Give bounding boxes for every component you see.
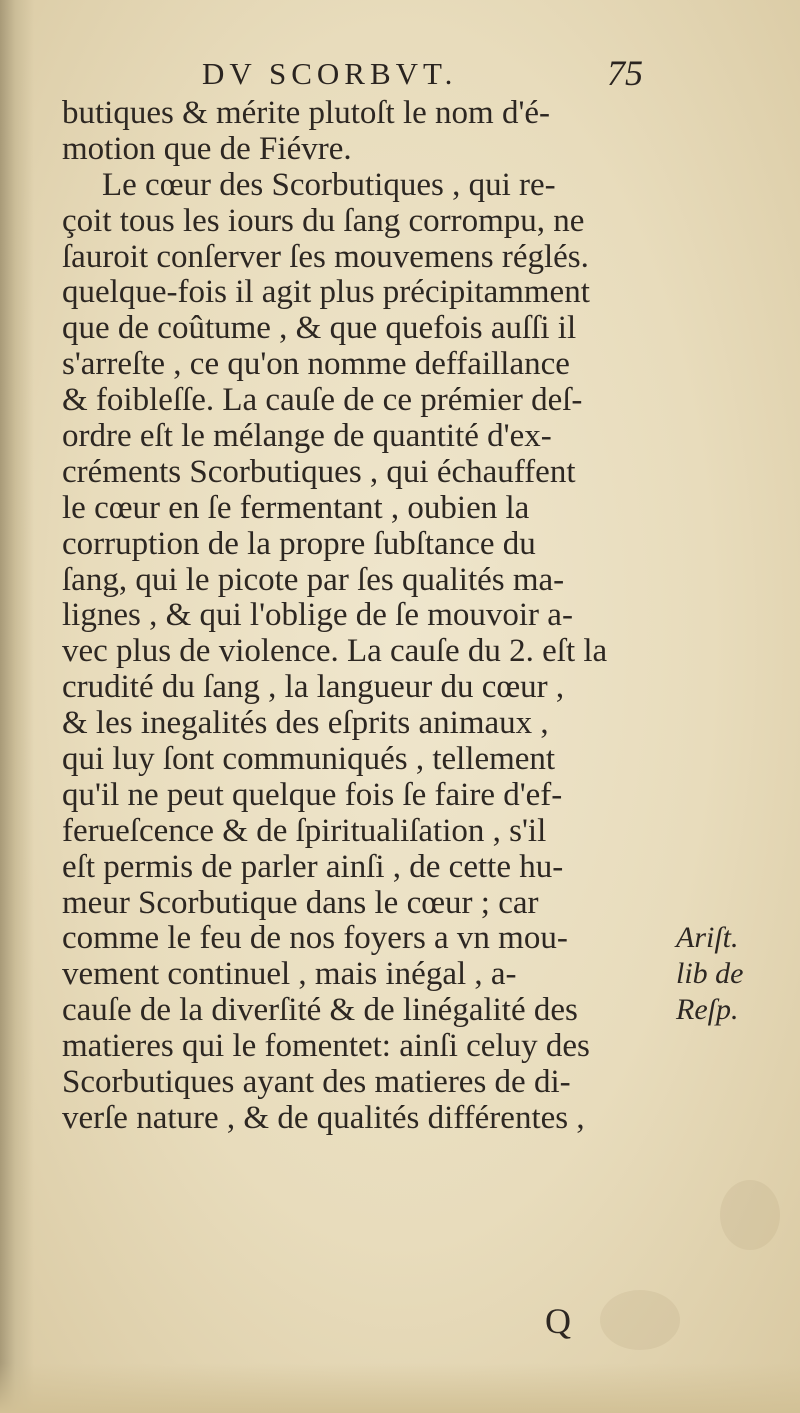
text-line: ſang, qui le picote par ſes qualités ma- xyxy=(62,562,565,598)
text-line: comme le feu de nos foyers a vn mou- xyxy=(62,921,568,957)
text-line: verſe nature , & de qualités différentes , xyxy=(62,1100,585,1136)
text-line: eſt permis de parler ainſi , de cette hu- xyxy=(62,849,564,885)
text-line: ſauroit conſerver ſes mouvemens réglés. xyxy=(62,239,589,275)
text-line: matieres qui le fomentet: ainſi celuy des xyxy=(62,1029,590,1065)
text-line: le cœur en ſe fermentant , oubien la xyxy=(62,490,530,526)
marginal-note-line: lib de xyxy=(676,957,744,990)
text-line: butiques & mérite plutoſt le nom d'é- xyxy=(62,96,551,131)
text-line: vement continuel , mais inégal , a- xyxy=(62,957,517,993)
running-head: DV SCORBVT. xyxy=(202,56,458,91)
text-line: qui luy ſont communiqués , tellement xyxy=(62,742,556,778)
marginal-note xyxy=(676,920,794,1028)
text-line: lignes , & qui l'oblige de ſe mouvoir a- xyxy=(62,598,573,634)
text-line: crudité du ſang , la langueur du cœur , xyxy=(62,670,565,706)
text-line: quelque-fois il agit plus précipitamment xyxy=(62,275,590,311)
text-line: que de coûtume , & que quefois auſſi il xyxy=(62,311,577,347)
text-line: ferueſcence & de ſpiritualiſation , s'il xyxy=(62,813,547,849)
page-edge-shading xyxy=(0,1363,800,1413)
text-line: & foibleſſe. La cauſe de ce prémier deſ- xyxy=(62,383,583,419)
marginal-note-line: Reſp. xyxy=(676,993,739,1026)
text-line: créments Scorbutiques , qui échauffent xyxy=(62,454,576,490)
body-text xyxy=(62,96,667,1137)
page-header xyxy=(62,50,662,100)
catchword: Q xyxy=(545,1301,571,1341)
text-line: & les inegalités des eſprits animaux , xyxy=(62,706,549,742)
page-number: 75 xyxy=(607,53,643,93)
text-line: meur Scorbutique dans le cœur ; car xyxy=(62,885,539,921)
text-line: Scorbutiques ayant des matieres de di- xyxy=(62,1065,571,1101)
text-line: çoit tous les iours du ſang corrompu, ne xyxy=(62,203,585,239)
text-line: motion que de Fiévre. xyxy=(62,131,352,167)
text-line: cauſe de la diverſité & de linégalité des xyxy=(62,993,578,1029)
text-line: ordre eſt le mélange de quantité d'ex- xyxy=(62,419,552,455)
gutter-shadow xyxy=(0,0,34,1413)
marginal-note-line: Ariſt. xyxy=(676,921,739,954)
paper-stain xyxy=(720,1180,780,1250)
text-line: corruption de la propre ſubſtance du xyxy=(62,526,536,562)
text-line: s'arreſte , ce qu'on nomme deffaillance xyxy=(62,347,570,383)
text-line: qu'il ne peut quelque fois ſe faire d'ef- xyxy=(62,777,563,813)
paper-stain xyxy=(600,1290,680,1350)
text-line: Le cœur des Scorbutiques , qui re- xyxy=(102,167,556,203)
text-line: vec plus de violence. La cauſe du 2. eſt la xyxy=(62,634,608,670)
